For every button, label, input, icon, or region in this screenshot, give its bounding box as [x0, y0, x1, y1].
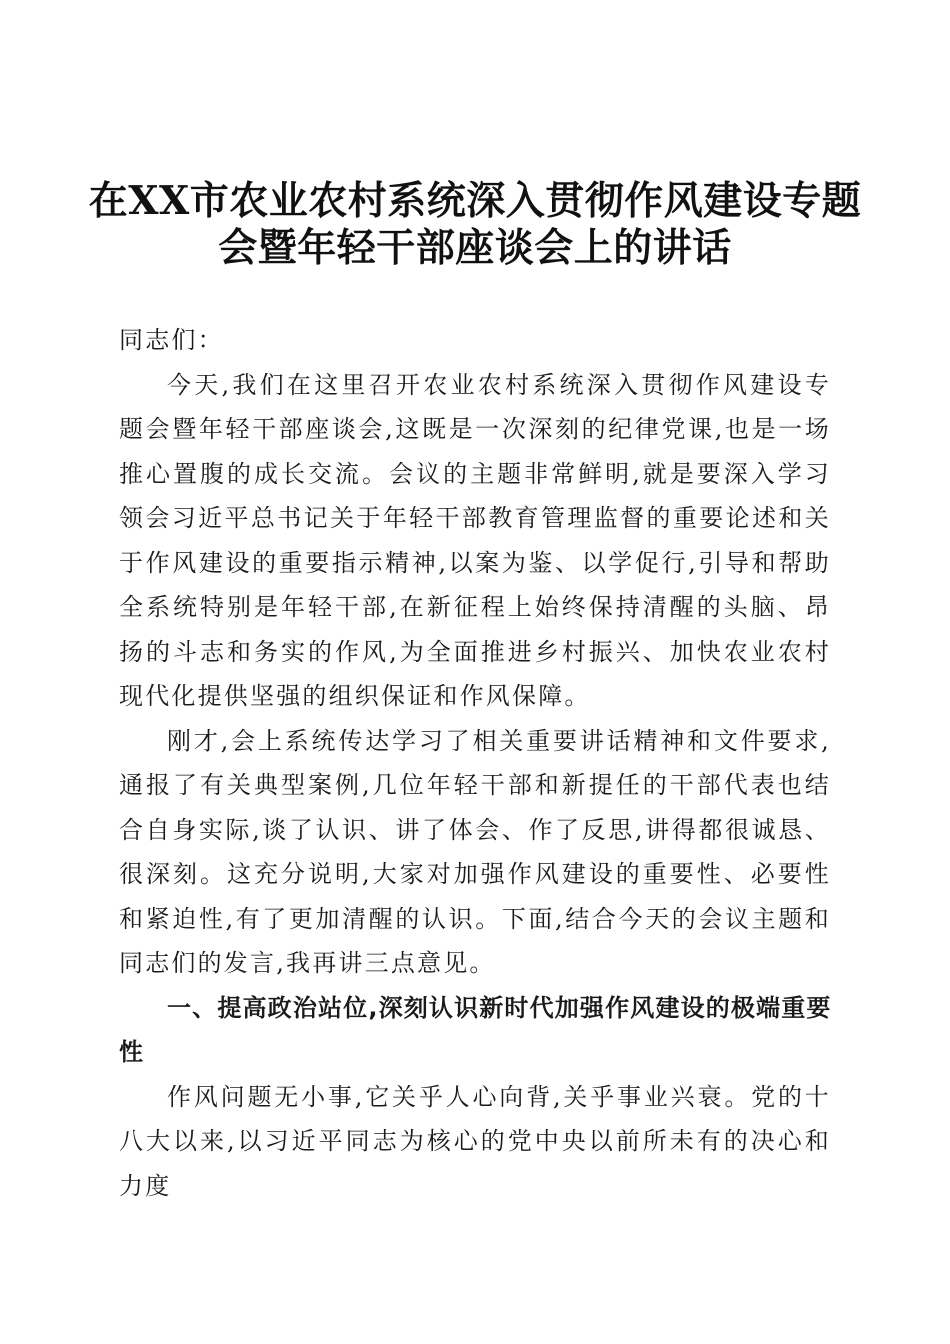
salutation: 同志们：: [119, 326, 224, 354]
document-body: [119, 318, 831, 1208]
paragraph-opening: 今天,我们在这里召开农业农村系统深入贯彻作风建设专题会暨年轻干部座谈会,这既是一次深刻的纪律党课,也是一场推心置腹的成长交流。会议的主题非常鲜明,就是要深入学习领会习近平总书记关于年轻干部教育管理监督的重要论述和关于作风建设的重要指示精神,以案为鉴、以学促行,引导和帮助全系统特别是年轻干部,在新征程上始终保持清醒的头脑、昂扬的斗志和务实的作风,为全面推进乡村振兴、加快农业农村现代化提供坚强的组织保证和作风保障。: [119, 370, 831, 710]
document-title: [60, 178, 890, 272]
title-line-1: 在XX市农业农村系统深入贯彻作风建设专题: [88, 178, 862, 224]
section-heading: 一、提高政治站位,深刻认识新时代加强作风建设的极端重要性: [119, 993, 831, 1066]
section-paragraph: 作风问题无小事,它关乎人心向背,关乎事业兴衰。党的十八大以来,以习近平同志为核心的党中央以前所未有的决心和力度: [119, 1082, 831, 1200]
title-line-2: 会暨年轻干部座谈会上的讲话: [218, 225, 732, 271]
paragraph-summary: 刚才,会上系统传达学习了相关重要讲话精神和文件要求,通报了有关典型案例,几位年轻干部和新提任的干部代表也结合自身实际,谈了认识、讲了体会、作了反思,讲得都很诚恳、很深刻。这充分说明,大家对加强作风建设的重要性、必要性和紧迫性,有了更加清醒的认识。下面,结合今天的会议主题和同志们的发言,我再讲三点意见。: [119, 726, 831, 977]
